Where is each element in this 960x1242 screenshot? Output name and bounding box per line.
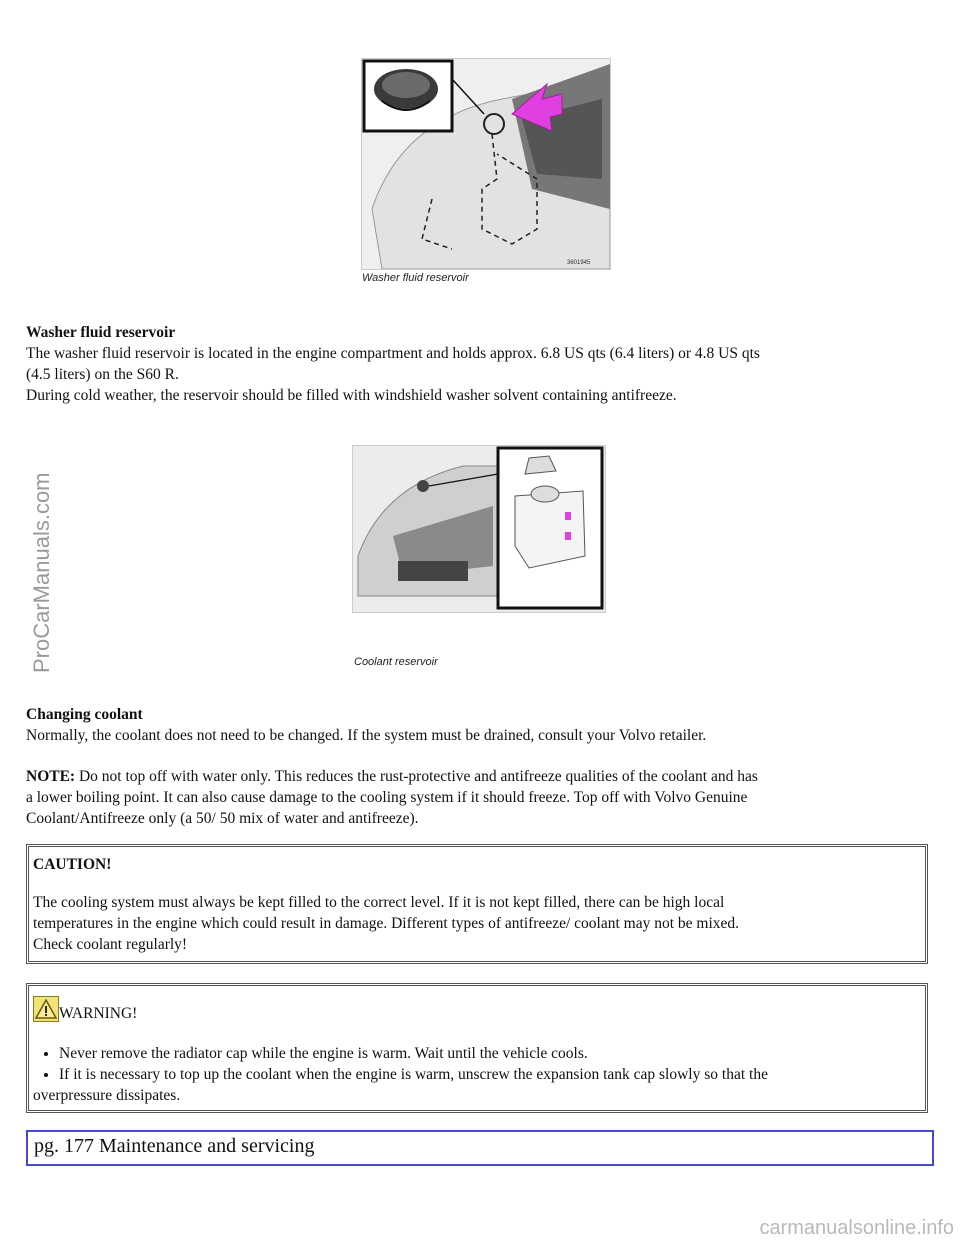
changing-coolant-text: Normally, the coolant does not need to be changed. If the system must be drained, consult your Volvo retailer. bbox=[26, 727, 707, 744]
page-footer bbox=[26, 1130, 934, 1166]
caution-title: CAUTION! bbox=[33, 856, 112, 873]
washer-fluid-illustration bbox=[362, 59, 610, 269]
warning-item-2-cont: overpressure dissipates. bbox=[33, 1087, 181, 1104]
washer-fluid-figure bbox=[361, 58, 611, 270]
caution-text-1: The cooling system must always be kept filled to the correct level. If it is not kept filled, there can be high local bbox=[33, 894, 725, 911]
note-text-3: Coolant/Antifreeze only (a 50/ 50 mix of water and antifreeze). bbox=[26, 810, 419, 827]
note-text-1: Do not top off with water only. This reduces the rust-protective and antifreeze qualities of the coolant and has bbox=[78, 768, 758, 785]
coolant-illustration bbox=[353, 446, 605, 612]
note-label: NOTE: bbox=[26, 768, 76, 785]
changing-coolant-heading: Changing coolant bbox=[26, 706, 143, 723]
washer-fluid-text-1: The washer fluid reservoir is located in the engine compartment and holds approx. 6.8 US qts (6.4 liters) or 4.8 US qts bbox=[26, 345, 760, 362]
washer-fluid-caption: Washer fluid reservoir bbox=[362, 272, 469, 284]
side-watermark: ProCarManuals.com bbox=[29, 472, 54, 673]
warning-icon bbox=[33, 996, 59, 1022]
washer-fluid-text-3: During cold weather, the reservoir should be filled with windshield washer solvent containing antifreeze. bbox=[26, 387, 677, 404]
figure-code: 3601945 bbox=[567, 260, 591, 266]
caution-box bbox=[26, 844, 928, 964]
coolant-figure bbox=[352, 445, 606, 613]
washer-fluid-text-2: (4.5 liters) on the S60 R. bbox=[26, 366, 179, 383]
warning-item-2: If it is necessary to top up the coolant when the engine is warm, unscrew the expansion tank cap slowly so that the bbox=[59, 1066, 768, 1083]
note-paragraph bbox=[26, 766, 758, 787]
caution-text-3: Check coolant regularly! bbox=[33, 936, 188, 953]
warning-box bbox=[26, 983, 928, 1113]
bottom-watermark: carmanualsonline.info bbox=[759, 1217, 954, 1239]
warning-item bbox=[59, 1064, 953, 1085]
warning-item-1: Never remove the radiator cap while the engine is warm. Wait until the vehicle cools. bbox=[59, 1045, 588, 1062]
note-text-2: a lower boiling point. It can also cause damage to the cooling system if it should freeze. Top off with Volvo Genuine bbox=[26, 789, 748, 806]
warning-item bbox=[59, 1043, 953, 1064]
coolant-caption: Coolant reservoir bbox=[354, 656, 438, 668]
page-footer-text: pg. 177 Maintenance and servicing bbox=[34, 1135, 315, 1157]
washer-fluid-heading: Washer fluid reservoir bbox=[26, 324, 176, 341]
warning-list bbox=[33, 1043, 953, 1085]
caution-text-2: temperatures in the engine which could result in damage. Different types of antifreeze/ coolant may not be mixed. bbox=[33, 915, 740, 932]
warning-title: WARNING! bbox=[59, 1005, 138, 1022]
